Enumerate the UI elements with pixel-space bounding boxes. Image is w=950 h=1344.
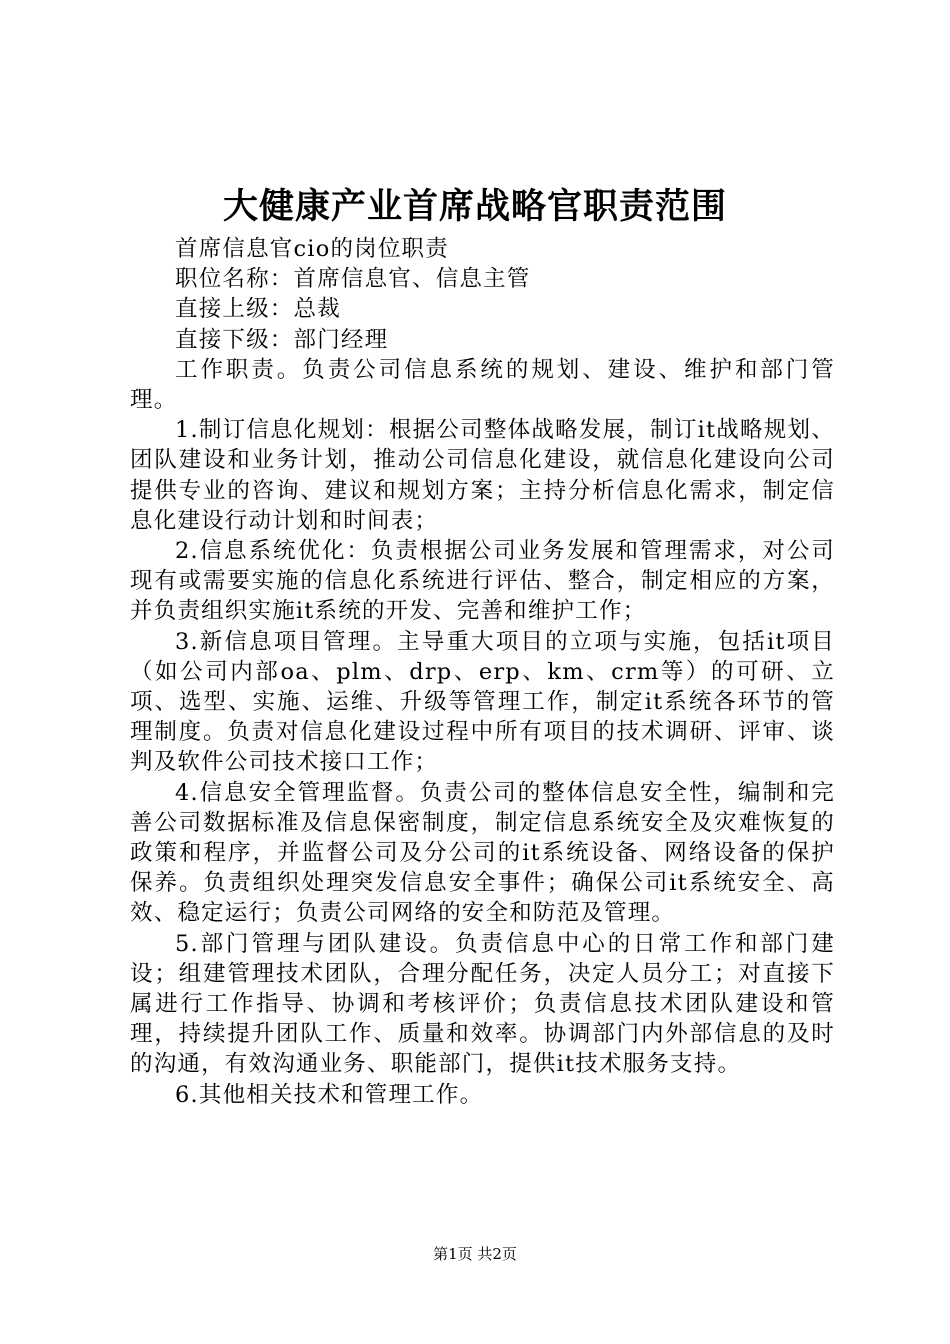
paragraph-item-6: 6.其他相关技术和管理工作。: [175, 1081, 484, 1108]
paragraph-direct-subordinate: 直接下级：部门经理: [175, 326, 389, 353]
paragraph-item-2: 2.信息系统优化：负责根据公司业务发展和管理需求，对公司现有或需要实施的信息化系统进行评估、整合，制定相应的方案，并负责组织实施it系统的开发、完善和维护工作；: [130, 538, 835, 625]
paragraph-item-4: 4.信息安全管理监督。负责公司的整体信息安全性，编制和完善公司数据标准及信息保密制度，制定信息系统安全及灾难恢复的政策和程序，并监督公司及分公司的it系统设备、网络设备的保护保养。负责组织处理突发信息安全事件；确保公司it系统安全、高效、稳定运行；负责公司网络的安全和防范及管理。: [130, 779, 835, 927]
paragraph-item-5: 5.部门管理与团队建设。负责信息中心的日常工作和部门建设；组建管理技术团队，合理分配任务，决定人员分工；对直接下属进行工作指导、协调和考核评价；负责信息技术团队建设和管理，持续提升团队工作、质量和效率。协调部门内外部信息的及时的沟通，有效沟通业务、职能部门，提供it技术服务支持。: [130, 930, 835, 1078]
document-body: [130, 234, 835, 1110]
page-footer: 第1页 共2页: [433, 1245, 517, 1263]
paragraph-item-3: 3.新信息项目管理。主导重大项目的立项与实施，包括it项目（如公司内部oa、plm、drp、erp、km、crm等）的可研、立项、选型、实施、运维、升级等管理工作，制定it系统各环节的管理制度。负责对信息化建设过程中所有项目的技术调研、评审、谈判及软件公司技术接口工作；: [130, 628, 835, 776]
paragraph-direct-superior: 直接上级：总裁: [175, 296, 341, 323]
paragraph-position-heading: 首席信息官cio的岗位职责: [175, 236, 449, 262]
paragraph-responsibilities-intro: 工作职责。负责公司信息系统的规划、建设、维护和部门管理。: [130, 356, 835, 414]
paragraph-item-1: 1.制订信息化规划：根据公司整体战略发展，制订it战略规划、团队建设和业务计划，推动公司信息化建设，就信息化建设向公司提供专业的咨询、建议和规划方案；主持分析信息化需求，制定信息化建设行动计划和时间表；: [130, 417, 835, 534]
paragraph-position-name: 职位名称：首席信息官、信息主管: [175, 266, 531, 293]
document-title: 大健康产业首席战略官职责范围: [222, 187, 727, 227]
